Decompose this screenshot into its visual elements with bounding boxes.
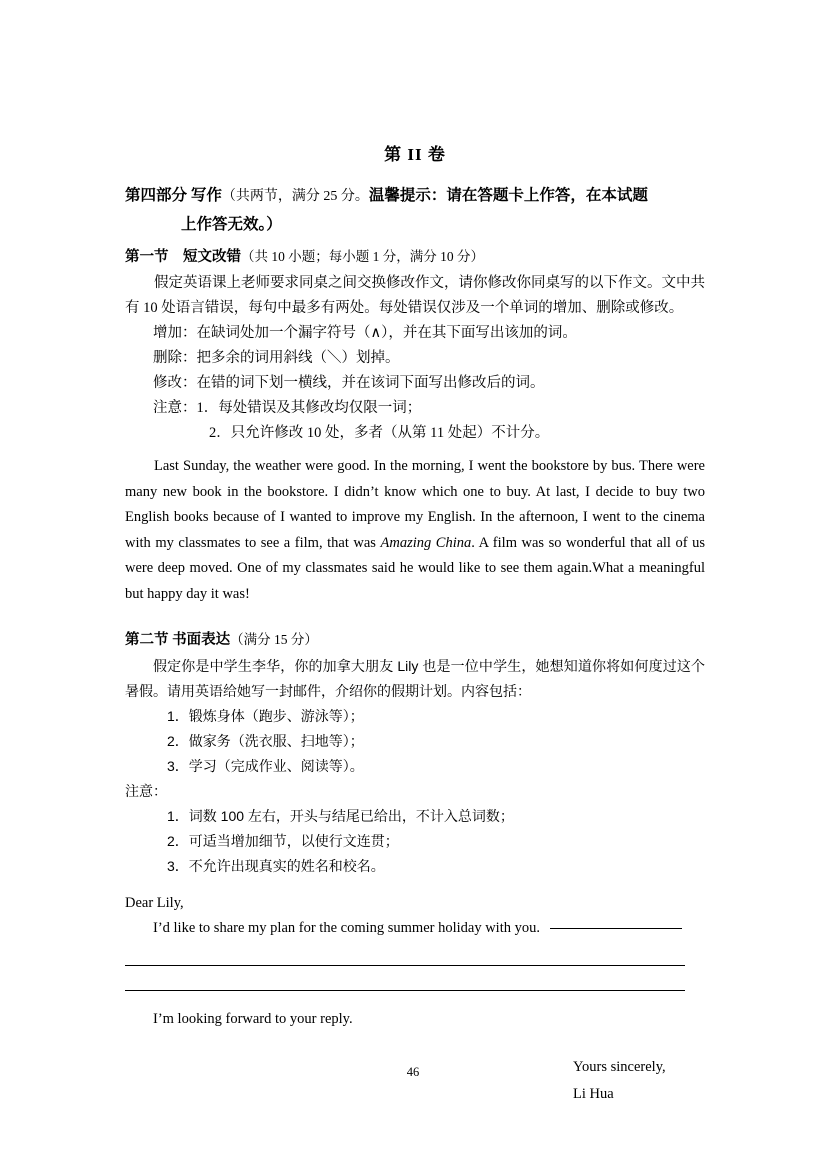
section-two-notes-label: 注意：: [125, 783, 167, 799]
rule-add: 增加：在缺词处加一个漏字符号（∧），并在其下面写出该加的词。: [153, 325, 577, 341]
letter-signature: Li Hua: [573, 1086, 614, 1102]
part-four-heading-bold-2: 温馨提示：请在答题卡上作答，在本试题: [368, 187, 648, 204]
section-two-item-1: 1．锻炼身体（跑步、游泳等）；: [167, 708, 364, 724]
part-four-heading: [125, 183, 705, 210]
rule-delete: 删除：把多余的词用斜线（＼）划掉。: [153, 350, 400, 366]
section-two-item-2: 2．做家务（洗衣服、扫地等）；: [167, 733, 364, 749]
answer-rule-1[interactable]: [125, 965, 685, 966]
section-one-intro: 假定英语课上老师要求同桌之间交换修改作文，请你修改你同桌写的以下作文。文中共有 10 处语言错误，每句中最多有两处。每处错误仅涉及一个单词的增加、删除或修改。: [125, 275, 705, 316]
section-two-heading: [125, 627, 705, 653]
part-four-heading-bold-1: 第四部分 写作: [125, 187, 222, 204]
section-one-note-1: 注意：1．每处错误及其修改均仅限一词；: [153, 400, 422, 416]
section-two-prompt: 假定你是中学生李华，你的加拿大朋友 Lily 也是一位中学生，她想知道你将如何度过这个暑假。请用英语给她写一封邮件，介绍你的假期计划。内容包括：: [125, 658, 705, 699]
page-number: 46: [406, 1065, 420, 1079]
part-four-heading-light: （共两节，满分 25 分。: [221, 189, 369, 204]
section-one-note-2: 2．只允许修改 10 处，多者（从第 11 处起）不计分。: [209, 425, 550, 441]
section-two-heading-light: （满分 15 分）: [230, 632, 318, 647]
section-two-note-2: 2．可适当增加细节，以使行文连贯；: [167, 833, 399, 849]
letter-closing-line: I’m looking forward to your reply.: [153, 1011, 353, 1027]
section-two-note-1: 1．词数 100 左右，开头与结尾已给出，不计入总词数；: [167, 808, 514, 824]
error-correction-passage: [125, 454, 705, 607]
passage-film-title: Amazing China: [380, 534, 472, 551]
section-one-heading-bold: 第一节 短文改错: [125, 249, 241, 265]
letter-signature-block: [125, 1054, 705, 1108]
volume-title: 第 II 卷: [384, 145, 446, 164]
letter-salutation: Dear Lily,: [125, 895, 184, 911]
letter-opening-text: I’d like to share my plan for the coming summer holiday with you.: [153, 920, 540, 936]
passage-part-2: . A film was so wonderful that all of us were deep moved. One of my classmates said he would like to see them again.What a meaningful but happy day it was!: [125, 534, 705, 602]
answer-rule-inline[interactable]: [550, 928, 682, 929]
page-content: [125, 140, 705, 1108]
rule-modify: 修改：在错的词下划一横线，并在该词下面写出修改后的词。: [153, 375, 545, 391]
section-one-heading-light: （共 10 小题；每小题 1 分，满分 10 分）: [241, 249, 484, 264]
passage-part-1: Last Sunday, the weather were good. In the morning, I went the bookstore by bus. There were many new book in the bookstore. I didn’t know which one to buy. At last, I decide to buy two English books because of I wanted to improve my English. In the afternoon, I went to the cinema with my classmates to see a film, that was: [125, 458, 705, 551]
section-two-heading-bold: 第二节 书面表达: [125, 632, 231, 648]
letter-sign-off: Yours sincerely,: [573, 1059, 666, 1075]
section-one-heading: [125, 244, 705, 270]
section-two-item-3: 3．学习（完成作业、阅读等）。: [167, 758, 364, 774]
letter-opening-line: [125, 916, 705, 941]
part-four-heading-line2: 上作答无效。）: [181, 216, 282, 233]
section-two-note-3: 3．不允许出现真实的姓名和校名。: [167, 858, 385, 874]
